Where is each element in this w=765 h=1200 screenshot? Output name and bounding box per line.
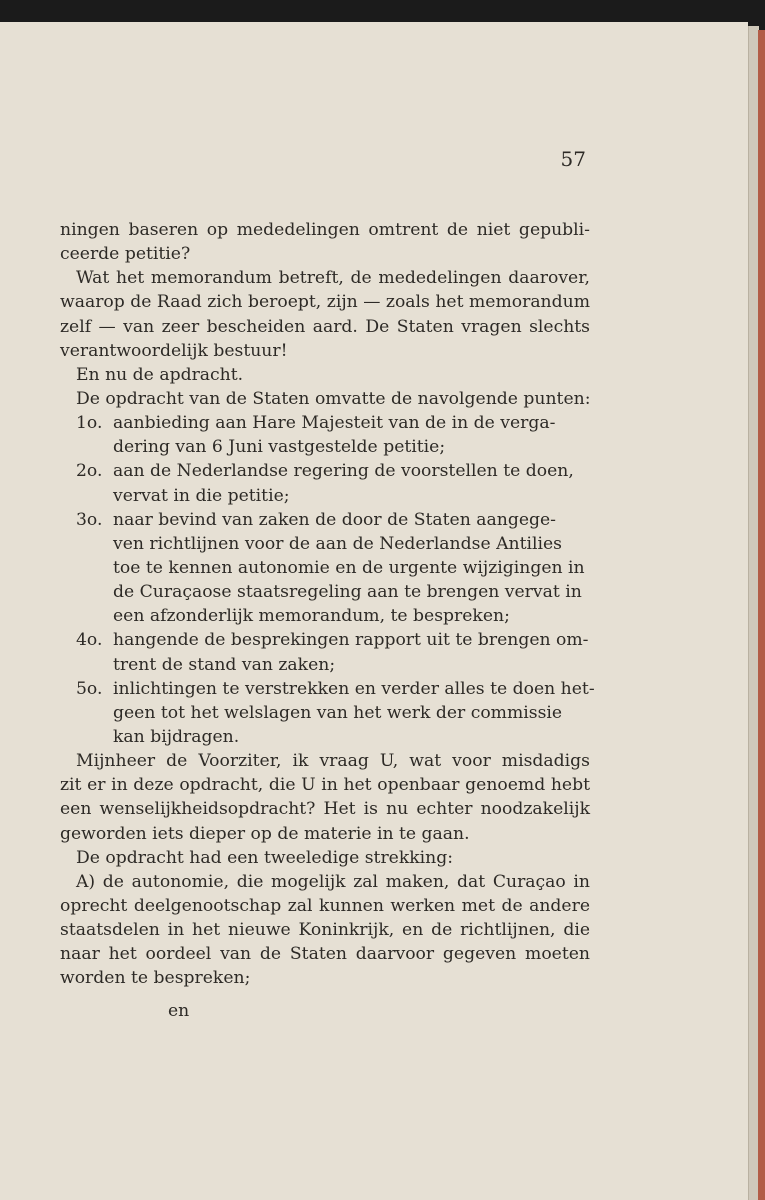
cover-edge	[758, 30, 765, 1200]
page-number: 57	[560, 147, 586, 171]
text-line: En nu de apdracht.	[76, 364, 244, 385]
list-item-4	[60, 628, 590, 652]
text-line: zelf — van zeer bescheiden aard. De Staten vragen slechts	[60, 316, 590, 337]
list-number: 1o.	[76, 413, 103, 434]
text-line: A) de autonomie, die mogelijk zal maken, dat Curaçao in	[76, 871, 590, 892]
text-line: dering van 6 Juni vastgestelde petitie;	[113, 437, 446, 458]
text-line: kan bijdragen.	[113, 726, 240, 747]
list-item-5	[60, 677, 595, 701]
text-line: De opdracht had een tweeledige strekking:	[76, 847, 454, 868]
list-number: 3o.	[76, 509, 103, 530]
text-line: ceerde petitie?	[60, 244, 191, 265]
list-number: 2o.	[76, 461, 103, 482]
text-line: geworden iets dieper op de materie in te gaan.	[60, 823, 470, 844]
text-line: vervat in die petitie;	[113, 485, 290, 506]
list-item-3	[60, 508, 590, 532]
text-line: naar bevind van zaken de door de Staten aangege-	[113, 509, 556, 530]
text-line: naar het oordeel van de Staten daarvoor gegeven moeten	[60, 944, 590, 965]
text-line: inlichtingen te verstrekken en verder alles te doen het-	[113, 678, 595, 699]
text-line: Mijnheer de Voorziter, ik vraag U, wat voor misdadigs	[76, 751, 590, 772]
text-line: een afzonderlijk memorandum, te bespreken;	[113, 606, 510, 627]
catchword: en	[168, 1000, 190, 1021]
text-line: aanbieding aan Hare Majesteit van de in de verga-	[113, 413, 556, 434]
list-number: 5o.	[76, 678, 103, 699]
text-line: zit er in deze opdracht, die U in het openbaar genoemd hebt	[60, 775, 590, 796]
text-line: waarop de Raad zich beroept, zijn — zoals het memorandum	[60, 292, 590, 313]
list-item-1	[60, 411, 590, 435]
text-line: De opdracht van de Staten omvatte de navolgende punten:	[76, 388, 591, 409]
text-line: toe te kennen autonomie en de urgente wijzigingen in	[113, 557, 585, 578]
text-line: verantwoordelijk bestuur!	[60, 340, 288, 361]
text-line: trent de stand van zaken;	[113, 654, 336, 675]
text-line: Wat het memorandum betreft, de mededelingen daarover,	[76, 268, 590, 289]
text-line: staatsdelen in het nieuwe Koninkrijk, en de richtlijnen, die	[60, 920, 590, 941]
text-line: aan de Nederlandse regering de voorstellen te doen,	[113, 461, 574, 482]
body-text	[60, 218, 595, 1023]
text-line: geen tot het welslagen van het werk der commissie	[113, 702, 563, 723]
text-line: ningen baseren op mededelingen omtrent de niet gepubli-	[60, 220, 590, 240]
text-line: een wenselijkheidsopdracht? Het is nu echter noodzakelijk	[60, 799, 590, 820]
list-number: 4o.	[76, 630, 103, 651]
text-line: hangende de besprekingen rapport uit te brengen om-	[113, 630, 589, 651]
text-line: de Curaçaose staatsregeling aan te brengen vervat in	[113, 582, 582, 603]
text-line: ven richtlijnen voor de aan de Nederlandse Antilies	[113, 533, 562, 554]
text-line: worden te bespreken;	[60, 968, 251, 989]
list-item-2	[60, 459, 590, 483]
text-line: oprecht deelgenootschap zal kunnen werken met de andere	[60, 895, 590, 916]
